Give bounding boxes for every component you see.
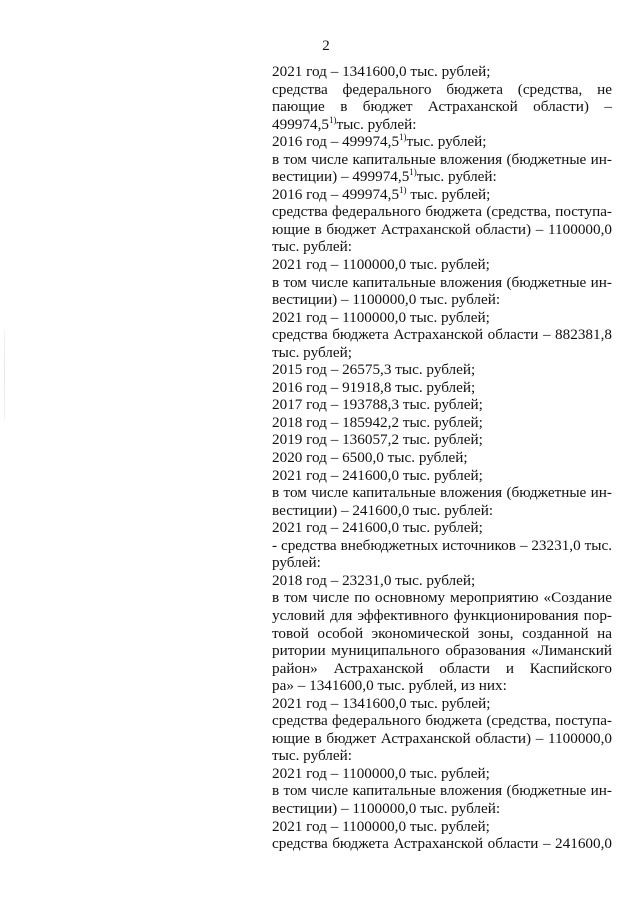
text-line: тыс. рублей: (272, 238, 352, 256)
text-line: вестиции) – 241600,0 тыс. рублей: (272, 501, 494, 519)
text-line: 2021 год – 1341600,0 тыс. рублей; (272, 694, 491, 712)
text-line: вестиции) – 1100000,0 тыс. рублей: (272, 799, 501, 817)
text-line: 2016 год – 91918,8 тыс. рублей; (272, 378, 476, 396)
text-line: средства федерального бюджета (средства, поступа- (272, 712, 612, 730)
line-text: тыс. рублей: (416, 168, 497, 186)
text-line: 2017 год – 193788,3 тыс. рублей; (272, 396, 483, 414)
text-line: 2015 год – 26575,3 тыс. рублей; (272, 361, 476, 379)
text-line: средства бюджета Астраханской области – 241600,0 (272, 835, 612, 853)
line-text: 499974,5 (272, 115, 329, 133)
page-number: 2 (322, 38, 330, 54)
text-line: в том числе капитальные вложения (бюджетные ин- (272, 782, 612, 800)
text-line: 2018 год – 185942,2 тыс. рублей; (272, 413, 483, 431)
text-line: 2021 год – 1100000,0 тыс. рублей; (272, 308, 490, 326)
text-line: 2019 год – 136057,2 тыс. рублей; (272, 431, 483, 449)
text-line: ра» – 1341600,0 тыс. рублей, из них: (272, 677, 507, 695)
line-text: 2016 год – 499974,5 (272, 185, 400, 203)
text-line: товой особой экономической зоны, созданной на (272, 624, 612, 642)
text-line: 2018 год – 23231,0 тыс. рублей; (272, 571, 476, 589)
text-line: 2021 год – 241600,0 тыс. рублей; (272, 466, 483, 484)
text-line (272, 133, 612, 151)
text-line: в том числе капитальные вложения (бюджетные ин- (272, 273, 612, 291)
text-line: тыс. рублей; (272, 343, 352, 361)
line-text: вестиции) – 499974,5 (272, 168, 410, 186)
scan-edge-mark (4, 330, 5, 420)
text-line: средства бюджета Астраханской области – 882381,8 (272, 326, 612, 344)
line-text: тыс. рублей: (336, 115, 417, 133)
text-line: средства федерального бюджета (средства, поступа- (272, 203, 612, 221)
text-line: ритории муниципального образования «Лиманский (272, 642, 612, 660)
text-line: 2021 год – 1100000,0 тыс. рублей; (272, 764, 490, 782)
text-line: вестиции) – 1100000,0 тыс. рублей: (272, 291, 501, 309)
footnote-mark: 1) (399, 184, 407, 195)
text-line (272, 116, 612, 134)
text-line: условий для эффективного функционирования пор- (272, 606, 612, 624)
text-line: 2021 год – 1341600,0 тыс. рублей; (272, 63, 491, 80)
text-line: пающие в бюджет Астраханской области) – (272, 98, 612, 116)
text-line: район» Астраханской области и Каспийского (272, 659, 612, 677)
text-line: в том числе капитальные вложения (бюджетные ин- (272, 484, 612, 502)
footnote-mark: 1) (328, 114, 337, 125)
footnote-mark: 1) (409, 167, 417, 178)
line-text: тыс. рублей; (406, 185, 491, 203)
text-line: 2021 год – 1100000,0 тыс. рублей; (272, 256, 490, 274)
text-line: ющие в бюджет Астраханской области) – 1100000,0 (272, 220, 612, 238)
text-line: средства федерального бюджета (средства, не (272, 80, 612, 98)
text-line: 2020 год – 6500,0 тыс. рублей; (272, 449, 468, 467)
text-line: тыс. рублей: (272, 747, 352, 765)
line-text: 2016 год – 499974,5 (272, 133, 400, 151)
document-text-column (272, 63, 612, 853)
text-line: 2021 год – 1100000,0 тыс. рублей; (272, 817, 490, 835)
text-line: 2021 год – 241600,0 тыс. рублей; (272, 519, 483, 537)
text-line: ющие в бюджет Астраханской области) – 1100000,0 (272, 729, 612, 747)
text-line (272, 168, 612, 186)
footnote-mark: 1) (399, 132, 407, 143)
text-line: в том числе капитальные вложения (бюджетные ин- (272, 150, 612, 168)
text-line: рублей: (272, 554, 321, 572)
text-line (272, 186, 612, 204)
line-text: тыс. рублей; (406, 133, 487, 151)
text-line: в том числе по основному мероприятию «Создание (272, 589, 612, 607)
text-line: - средства внебюджетных источников – 23231,0 тыс. (272, 536, 612, 554)
